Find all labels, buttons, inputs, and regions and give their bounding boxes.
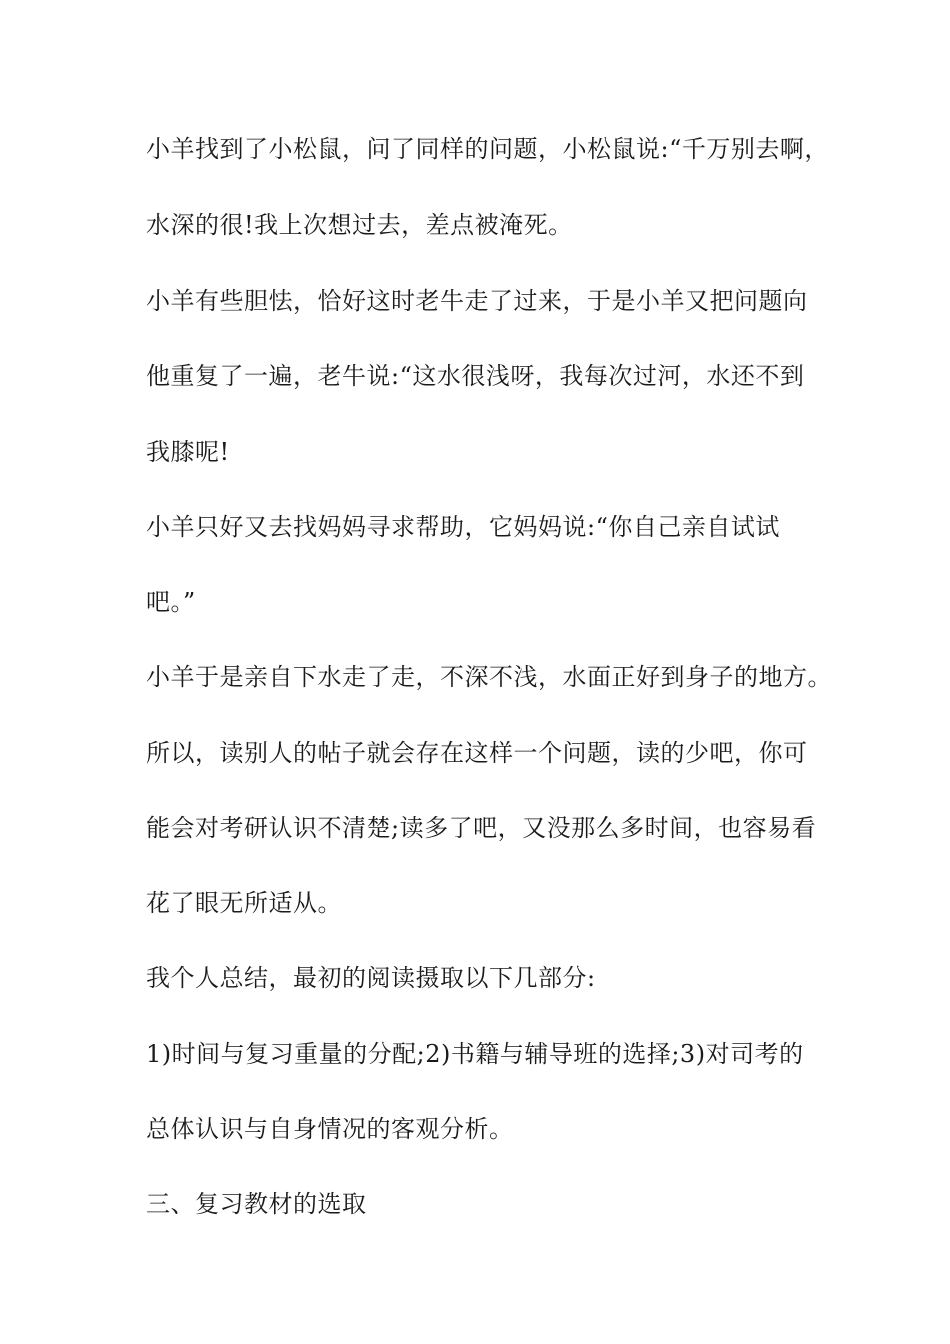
text-line-5: 我膝呢! — [146, 438, 230, 466]
text-line-2: 水深的很!我上次想过去，差点被淹死。 — [146, 211, 573, 239]
section-heading: 三、复习教材的选取 — [146, 1190, 367, 1218]
text-line-14: 总体认识与自身情况的客观分析。 — [146, 1115, 514, 1143]
text-line-9: 所以，读别人的帖子就会存在这样一个问题，读的少吧，你可 — [146, 739, 808, 767]
text-line-7: 吧。” — [146, 588, 196, 616]
text-line-1: 小羊找到了小松鼠，问了同样的问题，小松鼠说:“千万别去啊， — [146, 135, 829, 163]
text-line-10: 能会对考研认识不清楚;读多了吧，又没那么多时间，也容易看 — [146, 814, 817, 842]
text-line-6: 小羊只好又去找妈妈寻求帮助，它妈妈说:“你自己亲自试试 — [146, 513, 780, 541]
text-line-11: 花了眼无所适从。 — [146, 889, 342, 917]
text-line-13: 1)时间与复习重量的分配;2)书籍与辅导班的选择;3)对司考的 — [146, 1040, 804, 1068]
text-line-4: 他重复了一遍，老牛说:“这水很浅呀，我每次过河，水还不到 — [146, 362, 805, 390]
text-line-3: 小羊有些胆怯，恰好这时老牛走了过来，于是小羊又把问题向 — [146, 287, 808, 315]
text-line-12: 我个人总结，最初的阅读摄取以下几部分: — [146, 964, 596, 992]
text-line-8: 小羊于是亲自下水走了走，不深不浅，水面正好到身子的地方。 — [146, 663, 832, 691]
